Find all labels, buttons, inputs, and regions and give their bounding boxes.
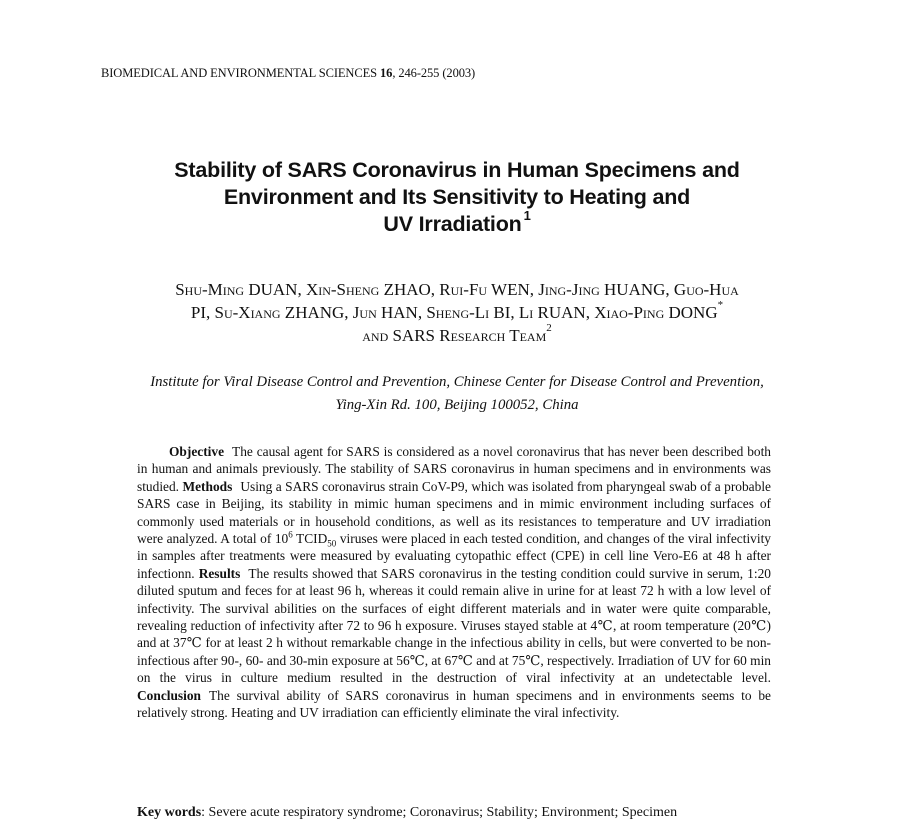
paper-title <box>100 157 814 238</box>
keywords-text: : Severe acute respiratory syndrome; Coronavirus; Stability; Environment; Specimen <box>201 805 678 820</box>
objective-text: The causal agent for SARS is considered as a novel coronavirus that has never been described both in human and animals previously. The stability of SARS coronavirus in human specimens and in environments was studied. <box>137 444 771 494</box>
abstract <box>137 443 771 722</box>
authors-line-1: Shu-Ming DUAN, Xin-Sheng ZHAO, Rui-Fu WEN, Jing-Jing HUANG, Guo-Hua <box>175 280 739 299</box>
keywords-label: Key words <box>137 805 202 820</box>
title-line-2: Environment and Its Sensitivity to Heating and <box>223 185 691 209</box>
abstract-paragraph <box>137 443 771 722</box>
affiliation <box>60 371 854 417</box>
journal-volume: 16 <box>380 66 393 80</box>
conclusion-label: Conclusion <box>137 687 201 703</box>
methods-subscript: 50 <box>327 538 337 549</box>
authors-line-3-wrap <box>90 324 824 347</box>
title-footnote-mark: 1 <box>523 207 531 223</box>
affiliation-line-1: Institute for Viral Disease Control and Prevention, Chinese Center for Disease Control and Prevention, <box>150 374 764 390</box>
authors-line-2-wrap <box>90 301 824 324</box>
author-list <box>90 278 824 347</box>
keywords <box>137 805 797 821</box>
methods-text-2: TCID <box>292 531 328 547</box>
corresponding-author-mark: * <box>717 299 724 312</box>
title-line-3-wrap <box>100 207 814 238</box>
conclusion-text: The survival ability of SARS coronavirus in human specimens and in environments seems to be relatively strong. Heating and UV irradiation can efficiently eliminate the viral infectivity. <box>137 687 771 721</box>
authors-line-2: PI, Su-Xiang ZHANG, Jun HAN, Sheng-Li BI, Li RUAN, Xiao-Ping DONG <box>190 303 718 322</box>
team-footnote-mark: 2 <box>546 322 552 335</box>
journal-pages-year: , 246-255 (2003) <box>392 66 476 80</box>
methods-text-3: viruses were placed in each tested condition, and changes of the viral infectivity in samples after treatments were measured by evaluating cytopathic effect (CPE) in cell line Vero-E6 at 48 h after infectionn. <box>137 531 771 581</box>
methods-text-1: Using a SARS coronavirus strain CoV-P9, which was isolated from pharyngeal swab of a probable SARS case in Beijing, its stability in mimic human specimens and in mimic environment including surfaces of commonly used materials or in household conditions, as well as its resistances to temperature and UV irradiation were analyzed. A total of 10 <box>137 478 771 547</box>
title-line-3: UV Irradiation <box>383 212 522 236</box>
results-text: The results showed that SARS coronavirus in the testing condition could survive in serum, 1:20 diluted sputum and feces for at least 96 h, whereas it could remain alive in urine for at least 72 h with a low level of infectivity. The survival abilities on the surfaces of eight different materials and in water were quite comparable, revealing reduction of infectivity after 72 to 96 h exposure. Viruses stayed stable at 4℃, at room temperature (20℃) and at 37℃ for at least 2 h without remarkable change in the infectious ability in cells, but were converted to be non-infectious after 90-, 60- and 30-min exposure at 56℃, at 67℃ and at 75℃, respectively. Irradiation of UV for 60 min on the virus in culture medium resulted in the destruction of viral infectivity at an undetectable level. <box>137 565 771 686</box>
journal-citation <box>101 66 475 81</box>
title-line-1: Stability of SARS Coronavirus in Human Specimens and <box>174 158 740 182</box>
methods-exponent: 6 <box>288 529 293 540</box>
authors-line-3: and SARS Research Team <box>362 326 547 345</box>
affiliation-line-2: Ying-Xin Rd. 100, Beijing 100052, China <box>335 397 579 413</box>
objective-label: Objective <box>169 444 225 459</box>
results-label: Results <box>198 565 241 581</box>
journal-name: BIOMEDICAL AND ENVIRONMENTAL SCIENCES <box>101 66 377 80</box>
methods-label: Methods <box>182 478 233 494</box>
